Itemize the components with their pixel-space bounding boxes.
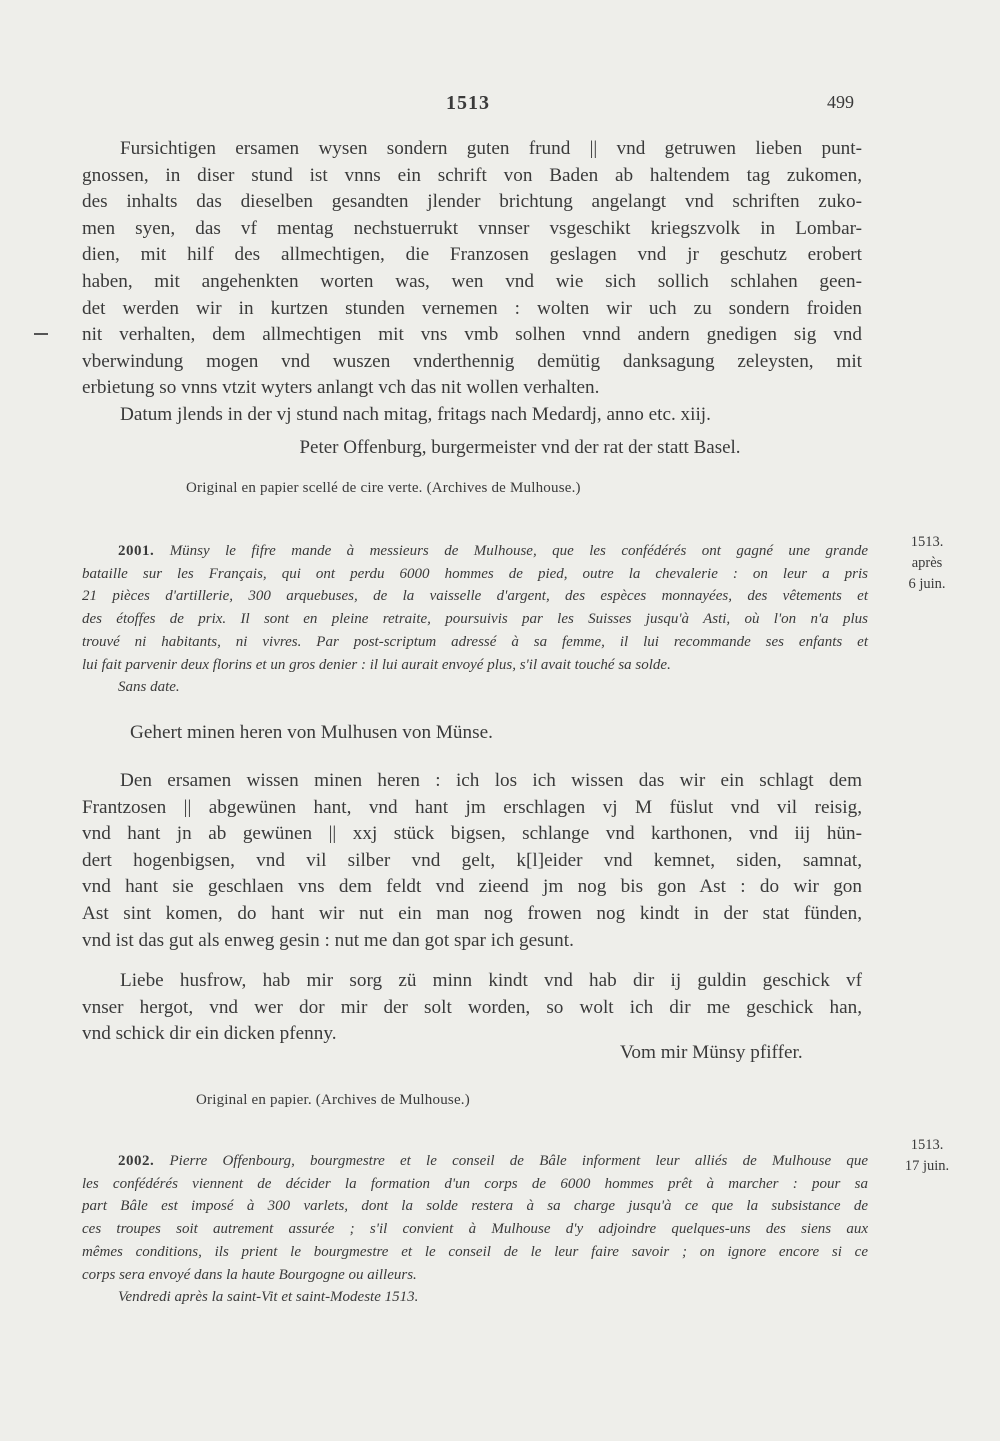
letter-signoff: Vom mir Münsy pfiffer. xyxy=(620,1042,803,1063)
margin-date-line: 1513. xyxy=(910,534,944,550)
summary-line: des étoffes de prix. Il sont en pleine retraite, poursuivis par les Suisses jusqu'à Asti, où l'on n'a plus xyxy=(82,611,868,628)
text-line: men syen, das vf mentag nechstuerrukt vnnser vsgeschikt kriegszvolk in Lombar- xyxy=(82,217,862,239)
page-header xyxy=(0,92,1000,116)
summary-line: lui fait parvenir deux florins et un gros denier : il lui aurait envoyé plus, s'il avait touché sa solde. xyxy=(82,656,671,673)
summary-line: ces troupes soit autrement assurée ; s'il convient à Mulhouse d'y adjoindre quelques-uns des siens aux xyxy=(82,1221,868,1238)
address-line: Gehert minen heren von Mulhusen von Münse. xyxy=(130,722,493,743)
text-line: vnd schick dir ein dicken pfenny. xyxy=(82,1023,337,1045)
margin-date-line: 6 juin. xyxy=(908,576,946,592)
running-year: 1513 xyxy=(446,92,490,114)
entry-2001-summary xyxy=(82,540,868,699)
source-note: Original en papier scellé de cire verte. (Archives de Mulhouse.) xyxy=(186,480,581,496)
entry-number: 2001. xyxy=(118,543,155,559)
text-line: gnossen, in diser stund ist vnns ein schrift von Baden ab haltendem tag zukomen, xyxy=(82,164,862,186)
summary-line: les confédérés viennent de décider la formation d'un corps de 6000 hommes prêt à marcher : pour sa xyxy=(82,1175,868,1192)
text-line: det werden wir in kurtzen stunden vernemen : wolten wir uch zu sondern froiden xyxy=(82,297,862,319)
letter-basel-body xyxy=(82,136,862,429)
text-line: vnd hant sie geschlaen vns dem feldt vnd zieend jm nog bis gon Ast : do wir gon xyxy=(82,876,862,898)
summary-line: mêmes conditions, ils prient le bourgmestre et le conseil de le leur faire savoir ; on ignore encore si ce xyxy=(82,1243,868,1260)
summary-line: Pierre Offenbourg, bourgmestre et le conseil de Bâle informent leur alliés de Mulhouse que xyxy=(169,1153,868,1169)
text-line: Den ersamen wissen minen heren : ich los ich wissen das wir ein schlagt dem xyxy=(120,770,862,791)
text-line: nit verhalten, dem allmechtigen mit vns vmb solhen vnnd andern gnedigen sig vnd xyxy=(82,324,862,346)
dated-note: Vendredi après la saint-Vit et saint-Modeste 1513. xyxy=(118,1289,419,1306)
text-line: vnd ist das gut als enweg gesin : nut me dan got spar ich gesunt. xyxy=(82,929,574,951)
source-note: Original en papier. (Archives de Mulhouse.) xyxy=(196,1092,470,1108)
summary-line: Münsy le fifre mande à messieurs de Mulhouse, que les confédérés ont gagné une grande xyxy=(169,543,869,559)
text-line: vberwindung mogen vnd wuszen vnderthennig demütig danksagung zeleysten, mit xyxy=(82,350,862,372)
text-line: erbietung so vnns vtzit wyters anlangt vch das nit wollen verhalten. xyxy=(82,377,600,399)
summary-line: 21 pièces d'artillerie, 300 arquebuses, de la vaisselle d'argent, des espèces monnayées, des vêtements et xyxy=(82,588,868,605)
summary-line: corps sera envoyé dans la haute Bourgogne ou ailleurs. xyxy=(82,1266,417,1283)
entry-number: 2002. xyxy=(118,1153,155,1169)
letter-address xyxy=(130,720,830,747)
letter-munsy-para-2 xyxy=(82,968,862,1048)
undated-note: Sans date. xyxy=(118,679,180,696)
letter-munsy-para-1 xyxy=(82,768,862,954)
margin-date-line: 1513. xyxy=(910,1137,944,1153)
margin-date-line: 17 juin. xyxy=(904,1158,950,1174)
text-line: vnd hant jn ab gewünen || xxj stück bigsen, schlange vnd karthonen, vnd iij hün- xyxy=(82,823,862,845)
text-line: Frantzosen || abgewünen hant, vnd hant jm erschlagen vj M füslut vnd vil reisig, xyxy=(82,796,862,818)
summary-line: bataille sur les Français, qui ont perdu 6000 hommes de pied, outre la chevalerie : on leur a pris xyxy=(82,565,868,582)
margin-date-2002 xyxy=(892,1135,962,1177)
text-line: haben, mit angehenkten worten was, wen vnd wie sich sollich schlahen geen- xyxy=(82,270,862,292)
text-line: Ast sint komen, do hant wir nut ein man nog frowen nog kindt in der stat fünden, xyxy=(82,902,862,924)
summary-line: part Bâle est imposé à 300 varlets, dont la solde restera à sa charge jusqu'à ce que la subsistance de xyxy=(82,1198,868,1215)
entry-2002-summary xyxy=(82,1150,868,1309)
text-line: dert hogenbigsen, vnd vil silber vnd gelt, k[l]eider vnd kemnet, siden, samnat, xyxy=(82,849,862,871)
text-line: Fursichtigen ersamen wysen sondern guten frund || vnd getruwen lieben punt- xyxy=(120,138,862,159)
text-line: Liebe husfrow, hab mir sorg zü minn kindt vnd hab dir ij guldin geschick vf xyxy=(120,970,862,991)
letter-signature: Peter Offenburg, burgermeister vnd der rat der statt Basel. xyxy=(299,437,741,458)
summary-line: trouvé ni habitants, ni vivres. Par post-scriptum adressé à sa femme, il lui recommande ses enfants et xyxy=(82,633,868,650)
margin-mark xyxy=(34,333,48,335)
margin-date-2001 xyxy=(892,532,962,595)
page-number: 499 xyxy=(827,92,854,112)
text-line: dien, mit hilf des allmechtigen, die Franzosen geslagen vnd jr geschutz erobert xyxy=(82,244,862,266)
date-line: Datum jlends in der vj stund nach mitag, fritags nach Medardj, anno etc. xiij. xyxy=(120,403,711,425)
margin-date-line: après xyxy=(911,555,943,571)
text-line: vnser hergot, vnd wer dor mir der solt worden, so wolt ich dir me geschick han, xyxy=(82,996,862,1018)
text-line: des inhalts das dieselben gesandten jlender brichtung angelangt vnd schriften zuko- xyxy=(82,191,862,213)
